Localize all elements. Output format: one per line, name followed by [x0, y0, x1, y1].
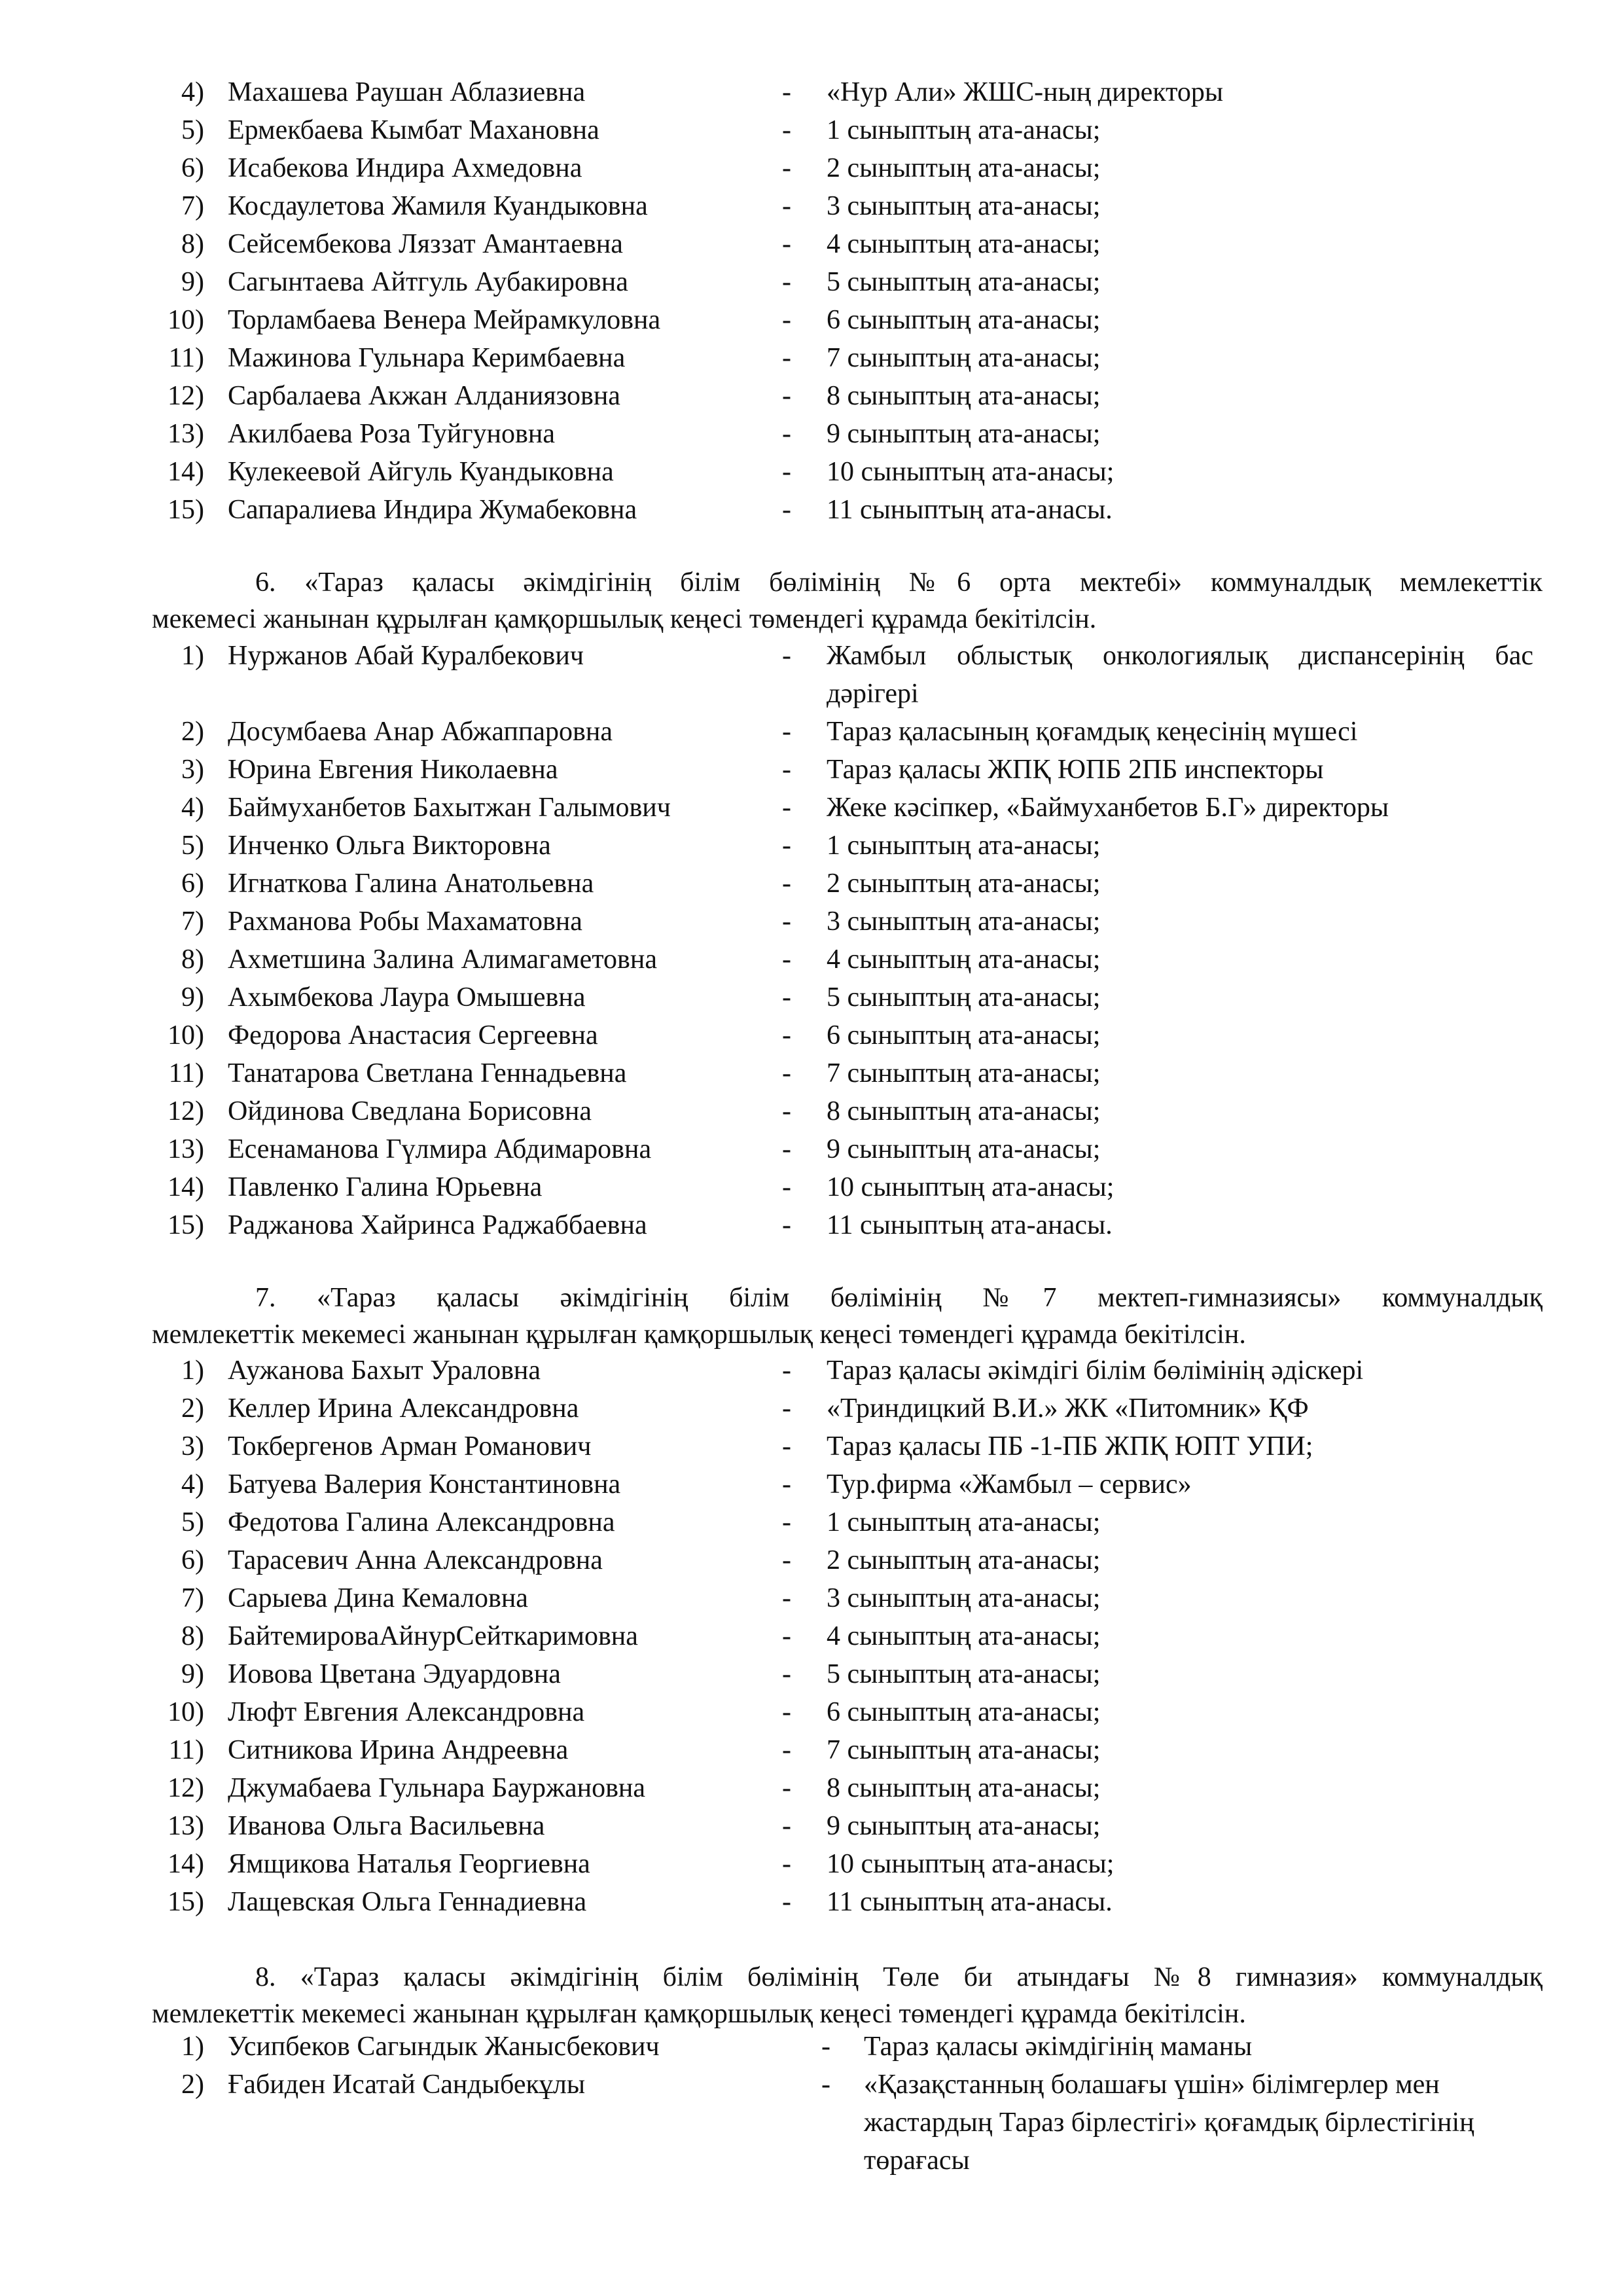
member-role: 8 сыныптың ата-анасы; — [827, 1773, 1101, 1803]
member-name: Баймуханбетов Бахытжан Галымович — [228, 793, 671, 823]
member-role: 10 сыныптың ата-анасы; — [827, 1172, 1115, 1202]
list-item: 7) Сарыева Дина Кемаловна - 3 сыныптың ата-анасы; — [0, 1579, 1623, 1617]
list-item: 4) Батуева Валерия Константиновна - Тур.фирма «Жамбыл – сервис» — [0, 1465, 1623, 1503]
list-item: 15) Лащевская Ольга Геннадиевна - 11 сыныптың ата-анасы. — [0, 1883, 1623, 1921]
member-role: 7 сыныптың ата-анасы; — [827, 343, 1101, 373]
member-role: 5 сыныптың ата-анасы; — [827, 267, 1101, 297]
member-role: 4 сыныптың ата-анасы; — [827, 229, 1101, 259]
list-item: 1) Аужанова Бахыт Ураловна - Тараз қаласы әкімдігі білім бөлімінің әдіскері — [0, 1352, 1623, 1390]
list-item: 9) Ахымбекова Лаура Омышевна - 5 сыныптың ата-анасы; — [0, 978, 1623, 1016]
member-name: Акилбаева Роза Туйгуновна — [228, 419, 555, 449]
member-role: 10 сыныптың ата-анасы; — [827, 1849, 1115, 1879]
member-role: 1 сыныптың ата-анасы; — [827, 1507, 1101, 1537]
section-5-list — [0, 73, 1623, 529]
list-item: 9) Сагынтаева Айтгуль Аубакировна - 5 сыныптың ата-анасы; — [0, 263, 1623, 301]
member-role: 9 сыныптың ата-анасы; — [827, 1811, 1101, 1841]
section-heading: 6. «Тараз қаласы әкімдігінің білім бөлімінің №6 орта мектебі» коммуналдық мемлекеттік мекемесі жанынан құрылған қамқоршылық кеңесі төмендегі құрамда бекітілсін. — [152, 567, 1543, 634]
member-name: Джумабаева Гульнара Бауржановна — [228, 1773, 646, 1803]
member-role: «Триндицкий В.И.» ЖК «Питомник» ҚФ — [827, 1393, 1309, 1424]
member-name: Косдаулетова Жамиля Куандыковна — [228, 191, 648, 221]
list-item: 3) Юрина Евгения Николаевна - Тараз қаласы ЖПҚ ЮПБ 2ПБ инспекторы — [0, 751, 1623, 789]
member-name: Иванова Ольга Васильевна — [228, 1811, 545, 1841]
member-role: 9 сыныптың ата-анасы; — [827, 1134, 1101, 1164]
list-item: 10) Федорова Анастасия Сергеевна - 6 сыныптың ата-анасы; — [0, 1016, 1623, 1054]
member-name: Раджанова Хайринса Раджаббаевна — [228, 1210, 647, 1240]
member-name: Аужанова Бахыт Ураловна — [228, 1355, 541, 1386]
list-item: 1) Нуржанов Абай Куралбекович - Жамбыл облыстық онкологиялық диспансерінің бас дәрігері — [0, 637, 1623, 713]
list-item: 10) Люфт Евгения Александровна - 6 сыныптың ата-анасы; — [0, 1693, 1623, 1731]
section-7 — [0, 1280, 1623, 1353]
member-name: Люфт Евгения Александровна — [228, 1697, 585, 1727]
member-role: 3 сыныптың ата-анасы; — [827, 1583, 1101, 1613]
member-name: Есенаманова Гүлмира Абдимаровна — [228, 1134, 652, 1164]
member-name: Усипбеков Сагындык Жанысбекович — [228, 2032, 660, 2062]
list-item: 10) Торламбаева Венера Мейрамкуловна - 6 сыныптың ата-анасы; — [0, 301, 1623, 339]
member-role: «Нур Али» ЖШС-ның директоры — [827, 77, 1224, 107]
member-role: 5 сыныптың ата-анасы; — [827, 982, 1101, 1013]
member-role: Жеке кәсіпкер, «Баймуханбетов Б.Г» директоры — [827, 793, 1389, 823]
member-role: 11 сыныптың ата-анасы. — [827, 1887, 1113, 1917]
list-item: 13) Есенаманова Гүлмира Абдимаровна - 9 сыныптың ата-анасы; — [0, 1130, 1623, 1168]
member-name: Ахметшина Залина Алимагаметовна — [228, 944, 657, 975]
member-name: БайтемироваАйнурСейткаримовна — [228, 1621, 638, 1651]
section-6 — [0, 564, 1623, 637]
member-name: Сапаралиева Индира Жумабековна — [228, 495, 637, 525]
member-role: 11 сыныптың ата-анасы. — [827, 1210, 1113, 1240]
member-name: Ермекбаева Кымбат Махановна — [228, 115, 599, 145]
list-item: 15) Сапаралиева Индира Жумабековна - 11 сыныптың ата-анасы. — [0, 491, 1623, 529]
member-role: 6 сыныптың ата-анасы; — [827, 1020, 1101, 1050]
member-name: Тарасевич Анна Александровна — [228, 1545, 603, 1575]
list-item: 5) Ермекбаева Кымбат Махановна - 1 сыныптың ата-анасы; — [0, 111, 1623, 149]
member-name: Сарбалаева Акжан Алданиязовна — [228, 381, 620, 411]
member-name: Федорова Анастасия Сергеевна — [228, 1020, 598, 1050]
member-role: Тараз қаласының қоғамдық кеңесінің мүшесі — [827, 717, 1358, 747]
member-name: Торламбаева Венера Мейрамкуловна — [228, 305, 661, 335]
section-8 — [0, 1959, 1623, 2032]
section-heading: 8. «Тараз қаласы әкімдігінің білім бөлімінің Төле би атындағы №8 гимназия» коммуналдық мемлекеттік мекемесі жанынан құрылған қамқоршылық кеңесі төмендегі құрамда бекітілсін. — [152, 1962, 1543, 2029]
member-name: Сейсембекова Ляззат Амантаевна — [228, 229, 623, 259]
member-role: 6 сыныптың ата-анасы; — [827, 305, 1101, 335]
member-name: Махашева Раушан Аблазиевна — [228, 77, 586, 107]
member-role: 7 сыныптың ата-анасы; — [827, 1058, 1101, 1088]
member-name: Юрина Евгения Николаевна — [228, 755, 558, 785]
member-name: Ямщикова Наталья Георгиевна — [228, 1849, 590, 1879]
member-role: 8 сыныптың ата-анасы; — [827, 1096, 1101, 1126]
member-role: 7 сыныптың ата-анасы; — [827, 1735, 1101, 1765]
list-item: 7) Косдаулетова Жамиля Куандыковна - 3 сыныптың ата-анасы; — [0, 187, 1623, 225]
member-name: Павленко Галина Юрьевна — [228, 1172, 543, 1202]
list-item: 12) Джумабаева Гульнара Бауржановна - 8 сыныптың ата-анасы; — [0, 1769, 1623, 1807]
member-role: 10 сыныптың ата-анасы; — [827, 457, 1115, 487]
list-item: 13) Иванова Ольга Васильевна - 9 сыныптың ата-анасы; — [0, 1807, 1623, 1845]
member-name: Келлер Ирина Александровна — [228, 1393, 579, 1424]
member-role: 11 сыныптың ата-анасы. — [827, 495, 1113, 525]
member-role: 1 сыныптың ата-анасы; — [827, 831, 1101, 861]
member-role: 4 сыныптың ата-анасы; — [827, 944, 1101, 975]
list-item: 11) Ситникова Ирина Андреевна - 7 сыныптың ата-анасы; — [0, 1731, 1623, 1769]
member-name: Батуева Валерия Константиновна — [228, 1469, 621, 1499]
member-name: Ғабиден Исатай Сандыбекұлы — [228, 2070, 586, 2100]
list-item: 12) Сарбалаева Акжан Алданиязовна - 8 сыныптың ата-анасы; — [0, 377, 1623, 415]
member-name: Рахманова Робы Махаматовна — [228, 906, 582, 937]
member-name: Сагынтаева Айтгуль Аубакировна — [228, 267, 628, 297]
member-name: Исабекова Индира Ахмедовна — [228, 153, 582, 183]
list-item: 2) Келлер Ирина Александровна - «Триндицкий В.И.» ЖК «Питомник» ҚФ — [0, 1390, 1623, 1427]
list-item: 13) Акилбаева Роза Туйгуновна - 9 сыныптың ата-анасы; — [0, 415, 1623, 453]
member-role: 9 сыныптың ата-анасы; — [827, 419, 1101, 449]
list-item: 6) Игнаткова Галина Анатольевна - 2 сыныптың ата-анасы; — [0, 865, 1623, 903]
member-name: Лащевская Ольга Геннадиевна — [228, 1887, 587, 1917]
list-item: 1) Усипбеков Сагындык Жанысбекович - Тараз қаласы әкімдігінің маманы — [0, 2028, 1623, 2066]
section-6-list — [0, 637, 1623, 1244]
list-item: 8) Ахметшина Залина Алимагаметовна - 4 сыныптың ата-анасы; — [0, 941, 1623, 978]
list-item: 11) Мажинова Гульнара Керимбаевна - 7 сыныптың ата-анасы; — [0, 339, 1623, 377]
member-name: Игнаткова Галина Анатольевна — [228, 869, 594, 899]
member-name: Федотова Галина Александровна — [228, 1507, 615, 1537]
list-item: 8) Сейсембекова Ляззат Амантаевна - 4 сыныптың ата-анасы; — [0, 225, 1623, 263]
list-item: 5) Федотова Галина Александровна - 1 сыныптың ата-анасы; — [0, 1503, 1623, 1541]
member-name: Танатарова Светлана Геннадьевна — [228, 1058, 627, 1088]
list-item: 15) Раджанова Хайринса Раджаббаевна - 11 сыныптың ата-анасы. — [0, 1206, 1623, 1244]
list-item: 7) Рахманова Робы Махаматовна - 3 сыныптың ата-анасы; — [0, 903, 1623, 941]
member-name: Досумбаева Анар Абжаппаровна — [228, 717, 613, 747]
member-name: Сарыева Дина Кемаловна — [228, 1583, 528, 1613]
member-name: Токбергенов Арман Романович — [228, 1431, 592, 1462]
list-item: 12) Ойдинова Сведлана Борисовна - 8 сыныптың ата-анасы; — [0, 1092, 1623, 1130]
member-name: Инченко Ольга Викторовна — [228, 831, 551, 861]
member-role: 6 сыныптың ата-анасы; — [827, 1697, 1101, 1727]
member-role: 8 сыныптың ата-анасы; — [827, 381, 1101, 411]
list-item: 4) Баймуханбетов Бахытжан Галымович - Жеке кәсіпкер, «Баймуханбетов Б.Г» директоры — [0, 789, 1623, 827]
member-name: Ойдинова Сведлана Борисовна — [228, 1096, 592, 1126]
section-8-list — [0, 2028, 1623, 2179]
member-name: Нуржанов Абай Куралбекович — [228, 641, 584, 671]
list-item: 5) Инченко Ольга Викторовна - 1 сыныптың ата-анасы; — [0, 827, 1623, 865]
member-role: Тараз қаласы ПБ -1-ПБ ЖПҚ ЮПТ УПИ; — [827, 1431, 1313, 1462]
section-7-list — [0, 1352, 1623, 1921]
member-name: Ситникова Ирина Андреевна — [228, 1735, 569, 1765]
member-role: 5 сыныптың ата-анасы; — [827, 1659, 1101, 1689]
member-role: 2 сыныптың ата-анасы; — [827, 1545, 1101, 1575]
list-item: 6) Тарасевич Анна Александровна - 2 сыныптың ата-анасы; — [0, 1541, 1623, 1579]
member-role: 1 сыныптың ата-анасы; — [827, 115, 1101, 145]
member-name: Ахымбекова Лаура Омышевна — [228, 982, 586, 1013]
list-item: 14) Кулекеевой Айгуль Куандыковна - 10 сыныптың ата-анасы; — [0, 453, 1623, 491]
list-item: 2) Ғабиден Исатай Сандыбекұлы - «Қазақстанның болашағы үшін» білімгерлер мен жастардың Тараз бірлестігі» қоғамдық бірлестігінің төрағасы — [0, 2066, 1623, 2179]
member-role: Тараз қаласы әкімдігі білім бөлімінің әдіскері — [827, 1355, 1364, 1386]
member-role: «Қазақстанның болашағы үшін» білімгерлер мен жастардың Тараз бірлестігі» қоғамдық бірлестігінің төрағасы — [864, 2070, 1474, 2176]
member-role: Жамбыл облыстық онкологиялық диспансерінің бас дәрігері — [827, 641, 1533, 709]
member-name: Иовова Цветана Эдуардовна — [228, 1659, 561, 1689]
section-heading: 7. «Тараз қаласы әкімдігінің білім бөлімінің №7 мектеп-гимназиясы» коммуналдық мемлекеттік мекемесі жанынан құрылған қамқоршылық кеңесі төмендегі құрамда бекітілсін. — [152, 1283, 1543, 1350]
member-role: Тур.фирма «Жамбыл – сервис» — [827, 1469, 1192, 1499]
member-role: Тараз қаласы ЖПҚ ЮПБ 2ПБ инспекторы — [827, 755, 1324, 785]
list-item: 11) Танатарова Светлана Геннадьевна - 7 сыныптың ата-анасы; — [0, 1054, 1623, 1092]
list-item: 8) БайтемироваАйнурСейткаримовна - 4 сыныптың ата-анасы; — [0, 1617, 1623, 1655]
list-item: 6) Исабекова Индира Ахмедовна - 2 сыныптың ата-анасы; — [0, 149, 1623, 187]
member-role: 3 сыныптың ата-анасы; — [827, 191, 1101, 221]
member-role: 4 сыныптың ата-анасы; — [827, 1621, 1101, 1651]
member-name: Мажинова Гульнара Керимбаевна — [228, 343, 626, 373]
list-item: 3) Токбергенов Арман Романович - Тараз қаласы ПБ -1-ПБ ЖПҚ ЮПТ УПИ; — [0, 1427, 1623, 1465]
member-role: 2 сыныптың ата-анасы; — [827, 153, 1101, 183]
list-item: 9) Иовова Цветана Эдуардовна - 5 сыныптың ата-анасы; — [0, 1655, 1623, 1693]
member-role: 2 сыныптың ата-анасы; — [827, 869, 1101, 899]
list-item: 14) Ямщикова Наталья Георгиевна - 10 сыныптың ата-анасы; — [0, 1845, 1623, 1883]
member-role: 3 сыныптың ата-анасы; — [827, 906, 1101, 937]
list-item: 4) Махашева Раушан Аблазиевна - «Нур Али» ЖШС-ның директоры — [0, 73, 1623, 111]
member-role: Тараз қаласы әкімдігінің маманы — [864, 2032, 1253, 2062]
list-item: 2) Досумбаева Анар Абжаппаровна - Тараз қаласының қоғамдық кеңесінің мүшесі — [0, 713, 1623, 751]
member-name: Кулекеевой Айгуль Куандыковна — [228, 457, 614, 487]
list-item: 14) Павленко Галина Юрьевна - 10 сыныптың ата-анасы; — [0, 1168, 1623, 1206]
